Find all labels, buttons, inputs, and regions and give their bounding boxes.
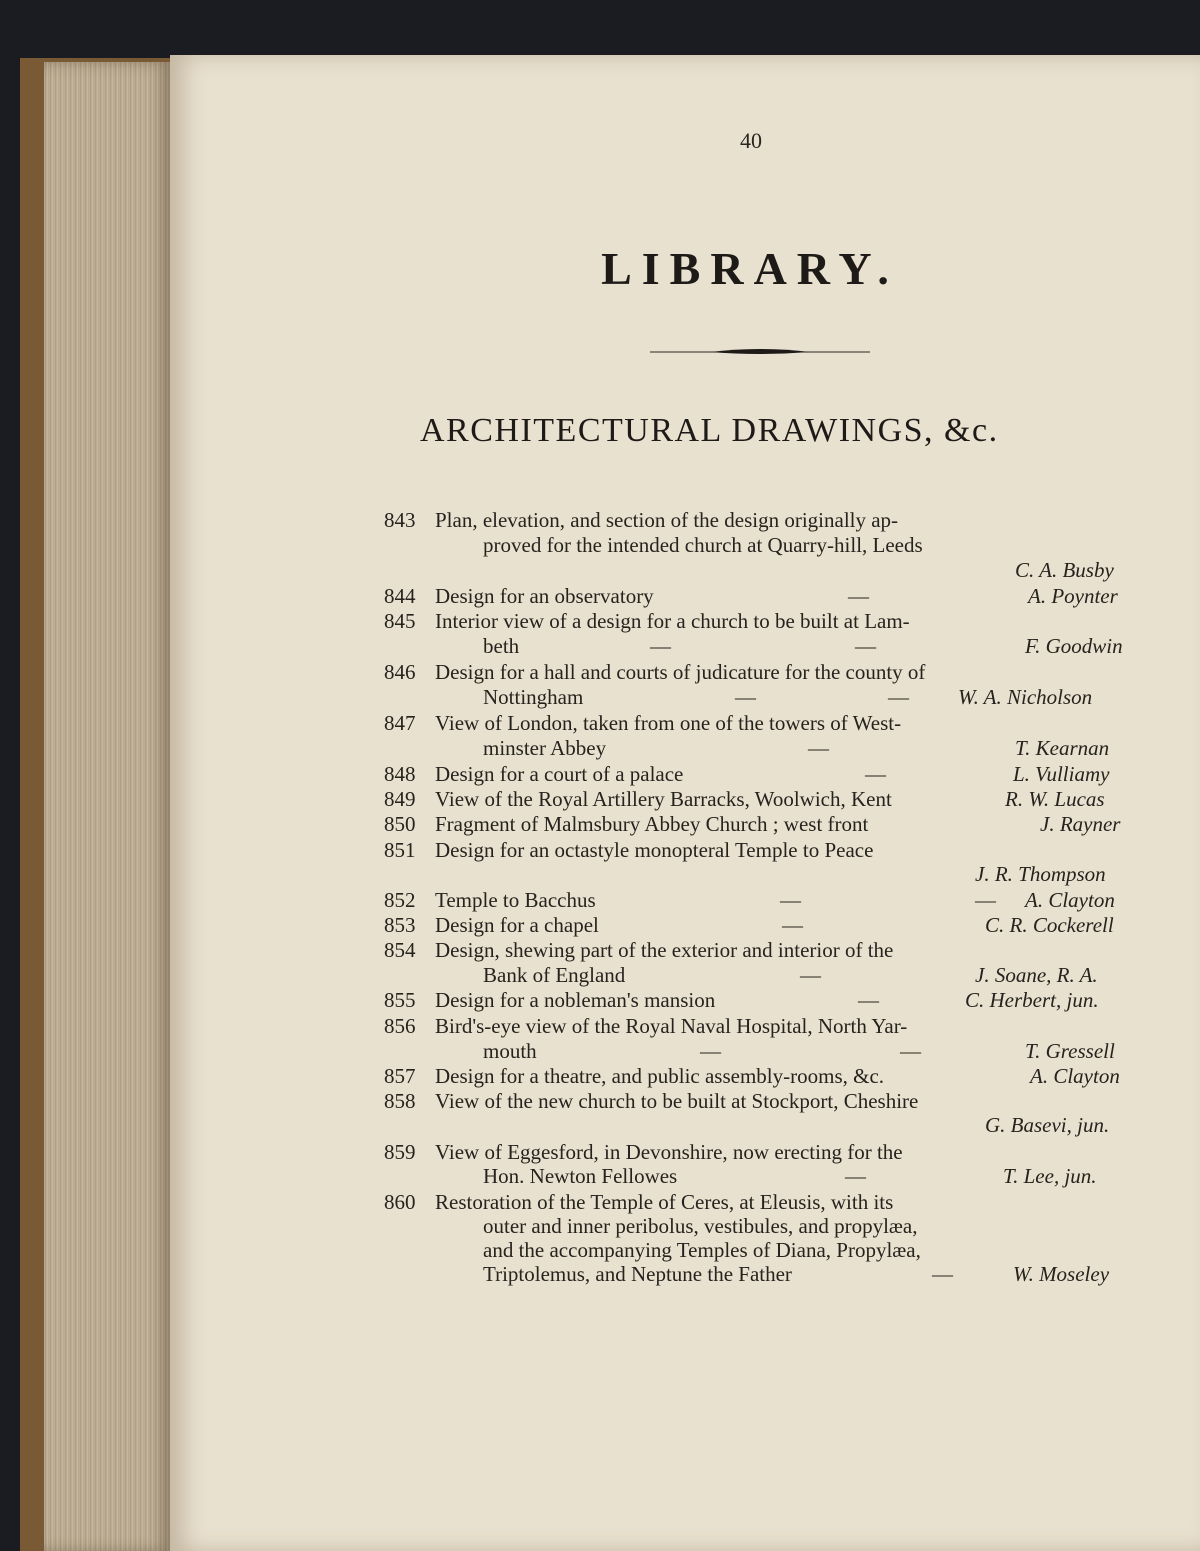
dash: — (782, 913, 803, 937)
entry-number: 851 (384, 838, 416, 862)
entry-number: 843 (384, 508, 416, 532)
entry-text: Design for a theatre, and public assembly-rooms, &c. (435, 1064, 885, 1088)
entry-text: Design for an octastyle monopteral Temple to Peace (435, 838, 874, 862)
entry-author: J. R. Thompson (975, 862, 1106, 886)
entry-number: 857 (384, 1064, 416, 1088)
entry-text: Plan, elevation, and section of the design originally ap- (435, 508, 899, 532)
entry-author: C. A. Busby (1015, 558, 1114, 582)
entry-number: 860 (384, 1190, 416, 1214)
entry-text: Hon. Newton Fellowes (483, 1164, 678, 1188)
entry-number: 859 (384, 1140, 416, 1164)
dash: — (888, 685, 909, 709)
entry-text: Bank of England (483, 963, 626, 987)
entry-text: View of London, taken from one of the towers of West- (435, 711, 902, 735)
dash: — (858, 988, 879, 1012)
entry-text: Triptolemus, and Neptune the Father (483, 1262, 792, 1286)
entry-author: G. Basevi, jun. (985, 1113, 1110, 1137)
entry-text: Design, shewing part of the exterior and interior of the (435, 938, 894, 962)
entry-number: 846 (384, 660, 416, 684)
entry-text: and the accompanying Temples of Diana, Propylæa, (483, 1238, 921, 1262)
entry-author: T. Gressell (1025, 1039, 1115, 1063)
entry-number: 850 (384, 812, 416, 836)
entry-text: Design for a court of a palace (435, 762, 684, 786)
dash: — (800, 963, 821, 987)
entry-number: 849 (384, 787, 416, 811)
dash: — (900, 1039, 921, 1063)
entry-text: Design for a nobleman's mansion (435, 988, 716, 1012)
dash: — (700, 1039, 721, 1063)
section-heading: ARCHITECTURAL DRAWINGS, &c. (420, 412, 999, 449)
ornament-divider (650, 345, 870, 359)
entry-number: 856 (384, 1014, 416, 1038)
entry-text: Design for a hall and courts of judicature for the county of (435, 660, 926, 684)
entry-author: A. Clayton (1030, 1064, 1120, 1088)
dash: — (932, 1262, 953, 1286)
entry-number: 853 (384, 913, 416, 937)
entry-number: 845 (384, 609, 416, 633)
entry-author: W. Moseley (1013, 1262, 1110, 1286)
entry-author: T. Lee, jun. (1003, 1164, 1097, 1188)
entry-text: View of Eggesford, in Devonshire, now erecting for the (435, 1140, 903, 1164)
dash: — (975, 888, 996, 912)
dash: — (650, 634, 671, 658)
entry-number: 858 (384, 1089, 416, 1113)
entry-text: Restoration of the Temple of Ceres, at Eleusis, with its (435, 1190, 894, 1214)
entry-author: W. A. Nicholson (958, 685, 1093, 709)
page-number: 40 (740, 128, 762, 153)
dash: — (808, 736, 829, 760)
entry-text: proved for the intended church at Quarry-hill, Leeds (483, 533, 923, 557)
entry-text: mouth (483, 1039, 537, 1063)
entry-author: T. Kearnan (1015, 736, 1110, 760)
entry-author: L. Vulliamy (1013, 762, 1110, 786)
entry-author: J. Soane, R. A. (975, 963, 1098, 987)
page-edges (44, 62, 170, 1551)
entry-author: C. Herbert, jun. (965, 988, 1099, 1012)
entry-text: beth (483, 634, 520, 658)
entry-text: Interior view of a design for a church to be built at Lam- (435, 609, 910, 633)
entry-text: Fragment of Malmsbury Abbey Church ; west front (435, 812, 869, 836)
entry-author: C. R. Cockerell (985, 913, 1114, 937)
dash: — (735, 685, 756, 709)
dash: — (780, 888, 801, 912)
entry-author: A. Poynter (1028, 584, 1118, 608)
entry-number: 852 (384, 888, 416, 912)
dash: — (855, 634, 876, 658)
entry-author: F. Goodwin (1025, 634, 1123, 658)
entry-number: 855 (384, 988, 416, 1012)
entry-author: R. W. Lucas (1005, 787, 1105, 811)
entry-text: View of the new church to be built at Stockport, Cheshire (435, 1089, 919, 1113)
entry-text: View of the Royal Artillery Barracks, Woolwich, Kent (435, 787, 892, 811)
entry-author: A. Clayton (1025, 888, 1115, 912)
entry-text: Design for an observatory (435, 584, 654, 608)
dash: — (845, 1164, 866, 1188)
entry-number: 847 (384, 711, 416, 735)
entry-number: 848 (384, 762, 416, 786)
entry-text: Bird's-eye view of the Royal Naval Hospital, North Yar- (435, 1014, 908, 1038)
dash: — (865, 762, 886, 786)
entry-text: Nottingham (483, 685, 584, 709)
entry-text: Temple to Bacchus (435, 888, 596, 912)
entry-text: Design for a chapel (435, 913, 599, 937)
entry-text: minster Abbey (483, 736, 607, 760)
entry-number: 854 (384, 938, 416, 962)
entry-number: 844 (384, 584, 416, 608)
dash: — (848, 584, 869, 608)
entry-text: outer and inner peribolus, vestibules, and propylæa, (483, 1214, 918, 1238)
library-heading: LIBRARY. (601, 243, 899, 294)
entry-author: J. Rayner (1040, 812, 1121, 836)
